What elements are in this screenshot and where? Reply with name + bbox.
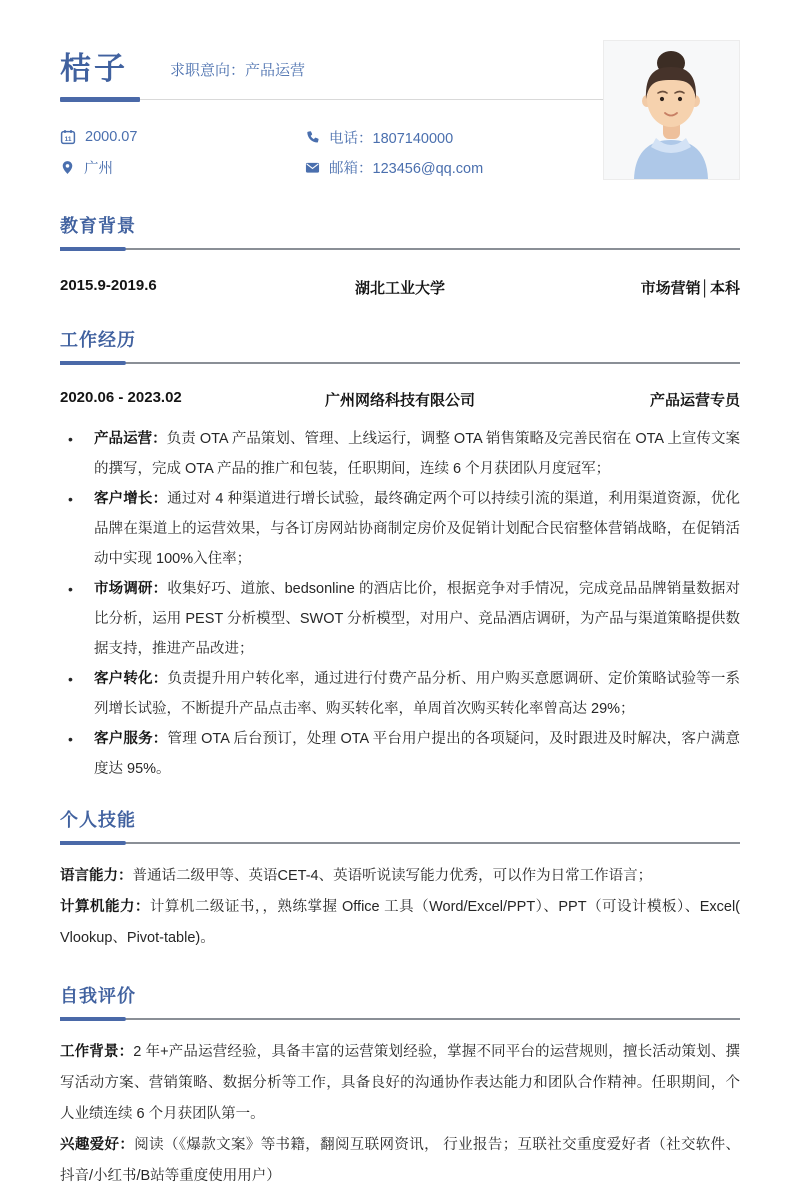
section-self-evaluation <box>60 982 740 1192</box>
bullet-label: 客户转化： <box>94 671 168 687</box>
phone-number: 电话：1807140000 <box>329 130 454 147</box>
divider-line <box>126 362 740 364</box>
bullet-text: 通过对 4 种渠道进行增长试验，最终确定两个可以持续引流的渠道，利用渠道资源，优化品牌在渠道上的运营效果，与各订房网站协商制定房价及促销计划配合民宿整体营销战略，在促销活动中实现 100%入住率； <box>94 491 741 567</box>
section-education <box>60 212 740 298</box>
candidate-name: 桔子 <box>60 51 128 86</box>
education-period: 2015.9-2019.6 <box>60 277 157 294</box>
divider-accent-bar <box>60 841 126 845</box>
work-bullet-list <box>60 424 740 784</box>
work-row <box>60 389 740 410</box>
work-role: 产品运营专员 <box>649 392 740 409</box>
bullet-label: 客户增长： <box>94 491 168 507</box>
skill-item <box>60 861 740 892</box>
section-title-skills: 个人技能 <box>60 810 136 830</box>
birth-date: 2000.07 <box>85 129 138 145</box>
bullet-text: 负责 OTA 产品策划、管理、上线运行，调整 OTA 销售策略及完善民宿在 OTA 上宣传文案的撰写，完成 OTA 产品的推广和包装，任职期间，连续 6 个月获团队月度冠军； <box>94 431 740 477</box>
skill-item <box>60 892 740 954</box>
divider-accent-bar <box>60 97 140 102</box>
bullet-item <box>60 574 740 664</box>
contact-info <box>60 122 490 182</box>
portrait-illustration <box>604 41 739 179</box>
bullet-label: 市场调研： <box>94 581 168 597</box>
section-title-education: 教育背景 <box>60 216 136 236</box>
divider-accent-bar <box>60 247 126 251</box>
education-major-degree: 市场营销│本科 <box>640 280 740 297</box>
location-icon <box>60 160 75 175</box>
education-school: 湖北工业大学 <box>354 280 445 297</box>
evaluation-item <box>60 1130 740 1192</box>
evaluation-label: 兴趣爱好： <box>60 1137 135 1153</box>
job-intention: 求职意向：产品运营 <box>170 62 306 79</box>
bullet-text: 收集好巧、道旅、bedsonline 的酒店比价，根据竞争对手情况，完成竞品品牌销量数据对比分析，运用 PEST 分析模型、SWOT 分析模型，对用户、竞品酒店调研，为产品与渠道策略提供数据支持，推进产品改进； <box>94 581 740 657</box>
divider-line <box>126 248 740 250</box>
divider-accent-bar <box>60 361 126 365</box>
skill-text: 计算机二级证书，，熟练掌握 Office 工具（Word/Excel/PPT）、PPT（可设计模板）、Excel( Vlookup、Pivot-table)。 <box>60 899 740 946</box>
svg-text:11: 11 <box>64 135 72 143</box>
skill-label: 语言能力： <box>60 868 133 884</box>
section-divider <box>60 361 740 365</box>
evaluation-text: 阅读（《爆款文案》等书籍，翻阅互联网资讯， 行业报告；互联社交重度爱好者（社交软件、 抖音/小红书/B站等重度使用用户） <box>60 1137 740 1184</box>
bullet-item <box>60 484 740 574</box>
bullet-label: 客户服务： <box>94 731 168 747</box>
skill-text: 普通话二级甲等、英语CET-4、英语听说读写能力优秀，可以作为日常工作语言； <box>132 868 653 884</box>
divider-accent-bar <box>60 1017 126 1021</box>
section-skills <box>60 806 740 954</box>
email-icon <box>305 160 320 175</box>
city-item <box>60 157 305 178</box>
skill-label: 计算机能力： <box>60 899 150 915</box>
calendar-icon <box>60 129 76 145</box>
evaluation-text: 2 年+产品运营经验，具备丰富的运营策划经验，掌握不同平台的运营规则，擅长活动策划、撰写活动方案、营销策略、数据分析等工作，具备良好的沟通协作表达能力和团队合作精神。任职期间，个人业绩连续 6 个月获团队第一。 <box>60 1044 741 1122</box>
bullet-label: 产品运营： <box>94 431 167 447</box>
section-title-evaluation: 自我评价 <box>60 986 136 1006</box>
email-item <box>305 157 490 178</box>
evaluation-label: 工作背景： <box>60 1044 134 1060</box>
bullet-text: 管理 OTA 后台预订，处理 OTA 平台用户提出的各项疑问，及时跟进及时解决，客户满意度达 95%。 <box>94 731 740 777</box>
evaluation-item <box>60 1037 740 1130</box>
bullet-item <box>60 424 740 484</box>
education-row <box>60 277 740 298</box>
birth-date-item <box>60 129 305 145</box>
city: 广州 <box>84 160 113 177</box>
id-photo <box>603 40 740 180</box>
phone-icon <box>305 130 320 145</box>
section-divider <box>60 1017 740 1021</box>
section-work-experience <box>60 326 740 784</box>
bullet-item <box>60 664 740 724</box>
section-divider <box>60 247 740 251</box>
bullet-item <box>60 724 740 784</box>
email-address: 邮箱：123456@qq.com <box>329 160 484 177</box>
bullet-text: 负责提升用户转化率，通过进行付费产品分析、用户购买意愿调研、定价策略试验等一系列增长试验，不断提升产品点击率、购买转化率，单周首次购买转化率曾高达 29%； <box>94 671 741 717</box>
phone-item <box>305 127 490 148</box>
section-title-work: 工作经历 <box>60 330 136 350</box>
divider-line <box>126 842 740 844</box>
work-company: 广州网络科技有限公司 <box>324 392 475 409</box>
work-period: 2020.06 - 2023.02 <box>60 389 182 406</box>
divider-line <box>126 1018 740 1020</box>
section-divider <box>60 841 740 845</box>
